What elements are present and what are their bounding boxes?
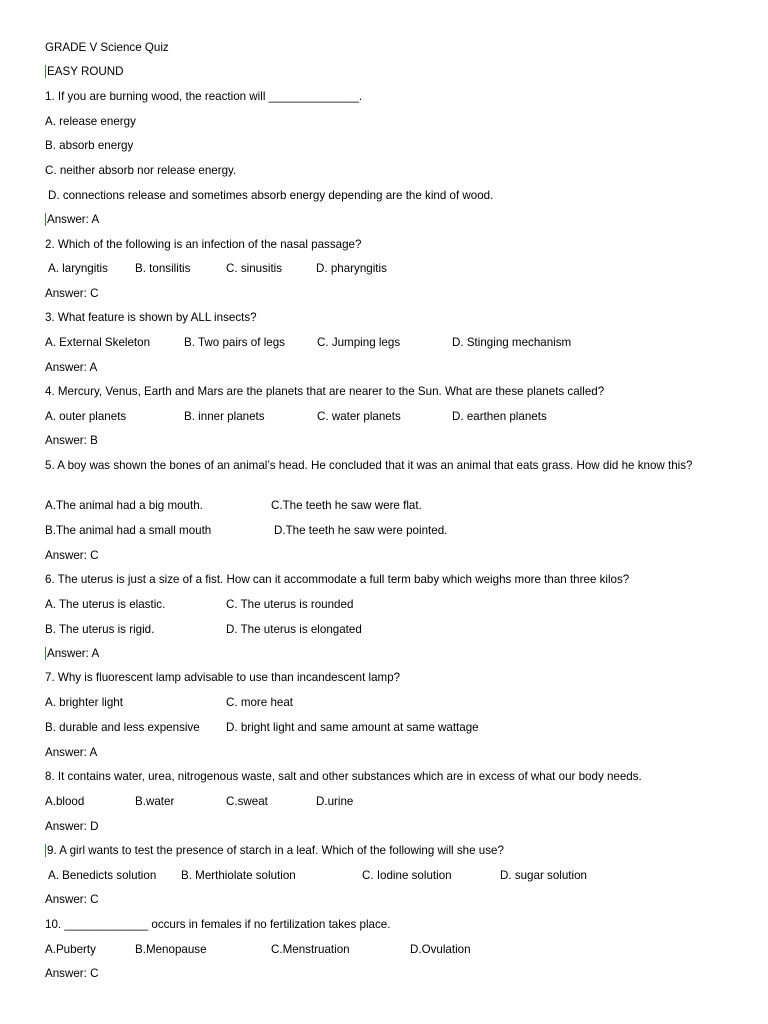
option: B. durable and less expensive — [45, 721, 200, 734]
question-3: 3. What feature is shown by ALL insects? — [45, 311, 257, 324]
option: C. Iodine solution — [362, 869, 452, 882]
option: B.The animal had a small mouth — [45, 524, 212, 537]
answer-4: Answer: B — [45, 434, 98, 447]
option: A. Benedicts solution — [48, 869, 157, 882]
answer-3: Answer: A — [45, 361, 98, 374]
option: C.The teeth he saw were flat. — [271, 499, 422, 512]
option: C. more heat — [226, 696, 294, 709]
option: B. Two pairs of legs — [184, 336, 285, 349]
question-6: 6. The uterus is just a size of a fist. How can it accommodate a full term baby which weighs more than three kilos? — [45, 573, 630, 586]
option: D.The teeth he saw were pointed. — [274, 524, 448, 537]
question-2: 2. Which of the following is an infection of the nasal passage? — [45, 238, 362, 251]
answer-8: Answer: D — [45, 820, 99, 833]
option: A. External Skeleton — [45, 336, 151, 349]
option: D.urine — [316, 795, 354, 808]
option: D. sugar solution — [500, 869, 587, 882]
edit-marker — [45, 65, 46, 78]
option: A. brighter light — [45, 696, 123, 709]
document-title: GRADE V Science Quiz — [45, 41, 169, 54]
question-9: 9. A girl wants to test the presence of starch in a leaf. Which of the following will she use? — [47, 844, 504, 857]
option: A.The animal had a big mouth. — [45, 499, 203, 512]
option: B. inner planets — [184, 410, 265, 423]
option: D. bright light and same amount at same wattage — [226, 721, 479, 734]
answer-1: Answer: A — [47, 213, 100, 226]
option: C. The uterus is rounded — [226, 598, 354, 611]
edit-marker — [45, 647, 46, 660]
question-7: 7. Why is fluorescent lamp advisable to use than incandescent lamp? — [45, 671, 401, 684]
option: B. The uterus is rigid. — [45, 623, 155, 636]
answer-5: Answer: C — [45, 549, 99, 562]
option: B. tonsilitis — [135, 262, 191, 275]
option: B. Merthiolate solution — [181, 869, 296, 882]
question-10: 10. _____________ occurs in females if no fertilization takes place. — [45, 918, 391, 931]
option: C. water planets — [317, 410, 401, 423]
option: D. Stinging mechanism — [452, 336, 572, 349]
option: A.Puberty — [45, 943, 96, 956]
option: A.blood — [45, 795, 85, 808]
option: B.Menopause — [135, 943, 207, 956]
option: D. connections release and sometimes absorb energy depending are the kind of wood. — [48, 189, 494, 202]
option: B. absorb energy — [45, 139, 134, 152]
option: D. pharyngitis — [316, 262, 387, 275]
option: D. earthen planets — [452, 410, 547, 423]
option: B.water — [135, 795, 175, 808]
option: C. sinusitis — [226, 262, 283, 275]
question-4: 4. Mercury, Venus, Earth and Mars are the planets that are nearer to the Sun. What are these planets called? — [45, 385, 605, 398]
option: A. release energy — [45, 115, 136, 128]
answer-7: Answer: A — [45, 746, 98, 759]
edit-marker — [45, 213, 46, 226]
answer-9: Answer: C — [45, 893, 99, 906]
option: D.Ovulation — [410, 943, 471, 956]
option: C. Jumping legs — [317, 336, 401, 349]
option: C.Menstruation — [271, 943, 350, 956]
option: C.sweat — [226, 795, 268, 808]
question-5: 5. A boy was shown the bones of an animal’s head. He concluded that it was an animal that eats grass. How did he know this? — [45, 459, 693, 472]
option: D. The uterus is elongated — [226, 623, 362, 636]
edit-marker — [45, 844, 46, 857]
answer-6: Answer: A — [47, 647, 100, 660]
option: A. outer planets — [45, 410, 127, 423]
question-1: 1. If you are burning wood, the reaction will ______________. — [45, 90, 363, 103]
option: A. The uterus is elastic. — [45, 598, 166, 611]
option: A. laryngitis — [48, 262, 108, 275]
option: C. neither absorb nor release energy. — [45, 164, 237, 177]
answer-2: Answer: C — [45, 287, 99, 300]
question-8: 8. It contains water, urea, nitrogenous waste, salt and other substances which are in excess of what our body needs. — [45, 770, 642, 783]
answer-10: Answer: C — [45, 967, 99, 980]
round-heading: EASY ROUND — [47, 65, 124, 78]
